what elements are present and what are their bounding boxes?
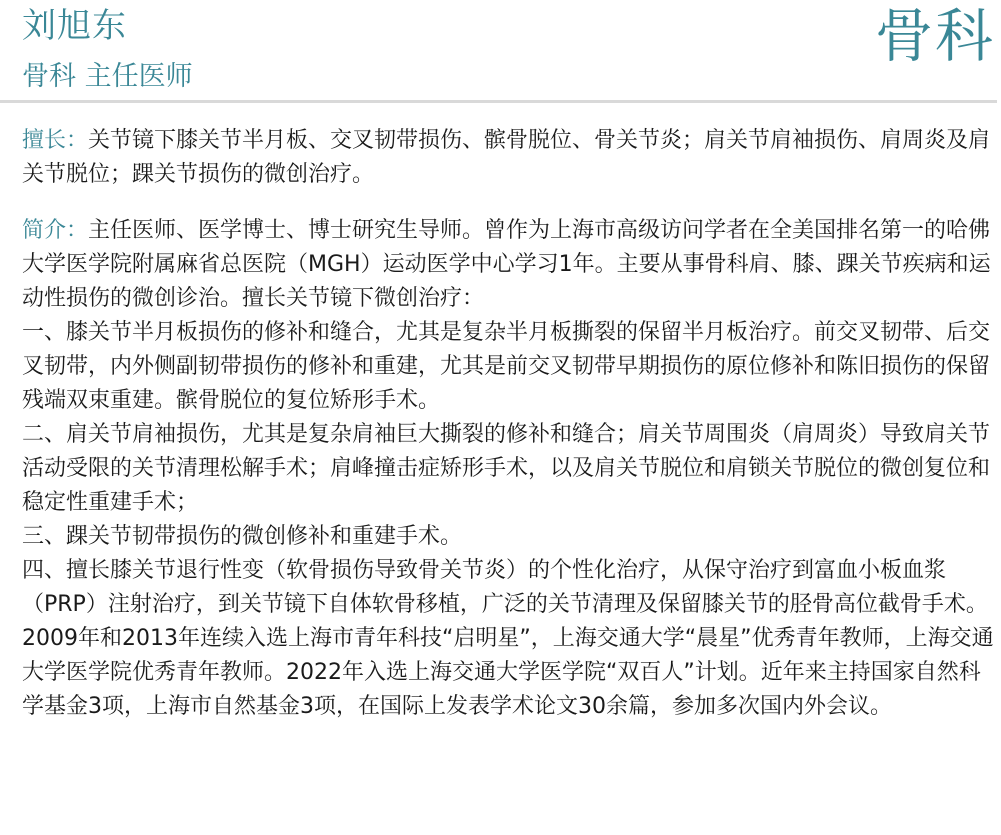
- profile-body: [22, 124, 1000, 724]
- profile-header: [0, 0, 997, 103]
- doctor-title: 骨科 主任医师: [22, 61, 193, 92]
- specialty-paragraph: [22, 124, 1000, 192]
- intro-item-4: 四、擅长膝关节退行性变（软骨损伤导致骨关节炎）的个性化治疗，从保守治疗到富血小板血浆（PRP）注射治疗，到关节镜下自体软骨移植，广泛的关节清理及保留膝关节的胫骨高位截骨手术。: [22, 558, 988, 617]
- paragraph-gap: [22, 192, 1000, 214]
- intro-text: 主任医师、医学博士、博士研究生导师。曾作为上海市高级访问学者在全美国排名第一的哈佛大学医学院附属麻省总医院（MGH）运动医学中心学习1年。主要从事骨科肩、膝、踝关节疾病和运动性损伤的微创诊治。擅长关节镜下微创治疗：: [22, 218, 991, 311]
- intro-item-1: 一、膝关节半月板损伤的修补和缝合，尤其是复杂半月板撕裂的保留半月板治疗。前交叉韧带、后交叉韧带，内外侧副韧带损伤的修补和重建，尤其是前交叉韧带早期损伤的原位修补和陈旧损伤的保留残端双束重建。髌骨脱位的复位矫形手术。: [22, 320, 991, 413]
- department-label: 骨科: [874, 2, 995, 70]
- intro-honors: 2009年和2013年连续入选上海市青年科技“启明星”，上海交通大学“晨星”优秀青年教师，上海交通大学医学院优秀青年教师。2022年入选上海交通大学医学院“双百人”计划。近年来主持国家自然科学基金3项，上海市自然基金3项，在国际上发表学术论文30余篇，参加多次国内外会议。: [22, 626, 994, 719]
- specialty-text: 关节镜下膝关节半月板、交叉韧带损伤、髌骨脱位、骨关节炎；肩关节肩袖损伤、肩周炎及肩关节脱位；踝关节损伤的微创治疗。: [22, 128, 991, 187]
- intro-item-2: 二、肩关节肩袖损伤，尤其是复杂肩袖巨大撕裂的修补和缝合；肩关节周围炎（肩周炎）导致肩关节活动受限的关节清理松解手术；肩峰撞击症矫形手术，以及肩关节脱位和肩锁关节脱位的微创复位和稳定性重建手术；: [22, 422, 991, 515]
- specialty-label: 擅长：: [22, 128, 89, 153]
- intro-item-3: 三、踝关节韧带损伤的微创修补和重建手术。: [22, 524, 463, 549]
- intro-paragraph: [22, 214, 1000, 316]
- doctor-name: 刘旭东: [22, 6, 127, 46]
- intro-label: 简介：: [22, 218, 89, 243]
